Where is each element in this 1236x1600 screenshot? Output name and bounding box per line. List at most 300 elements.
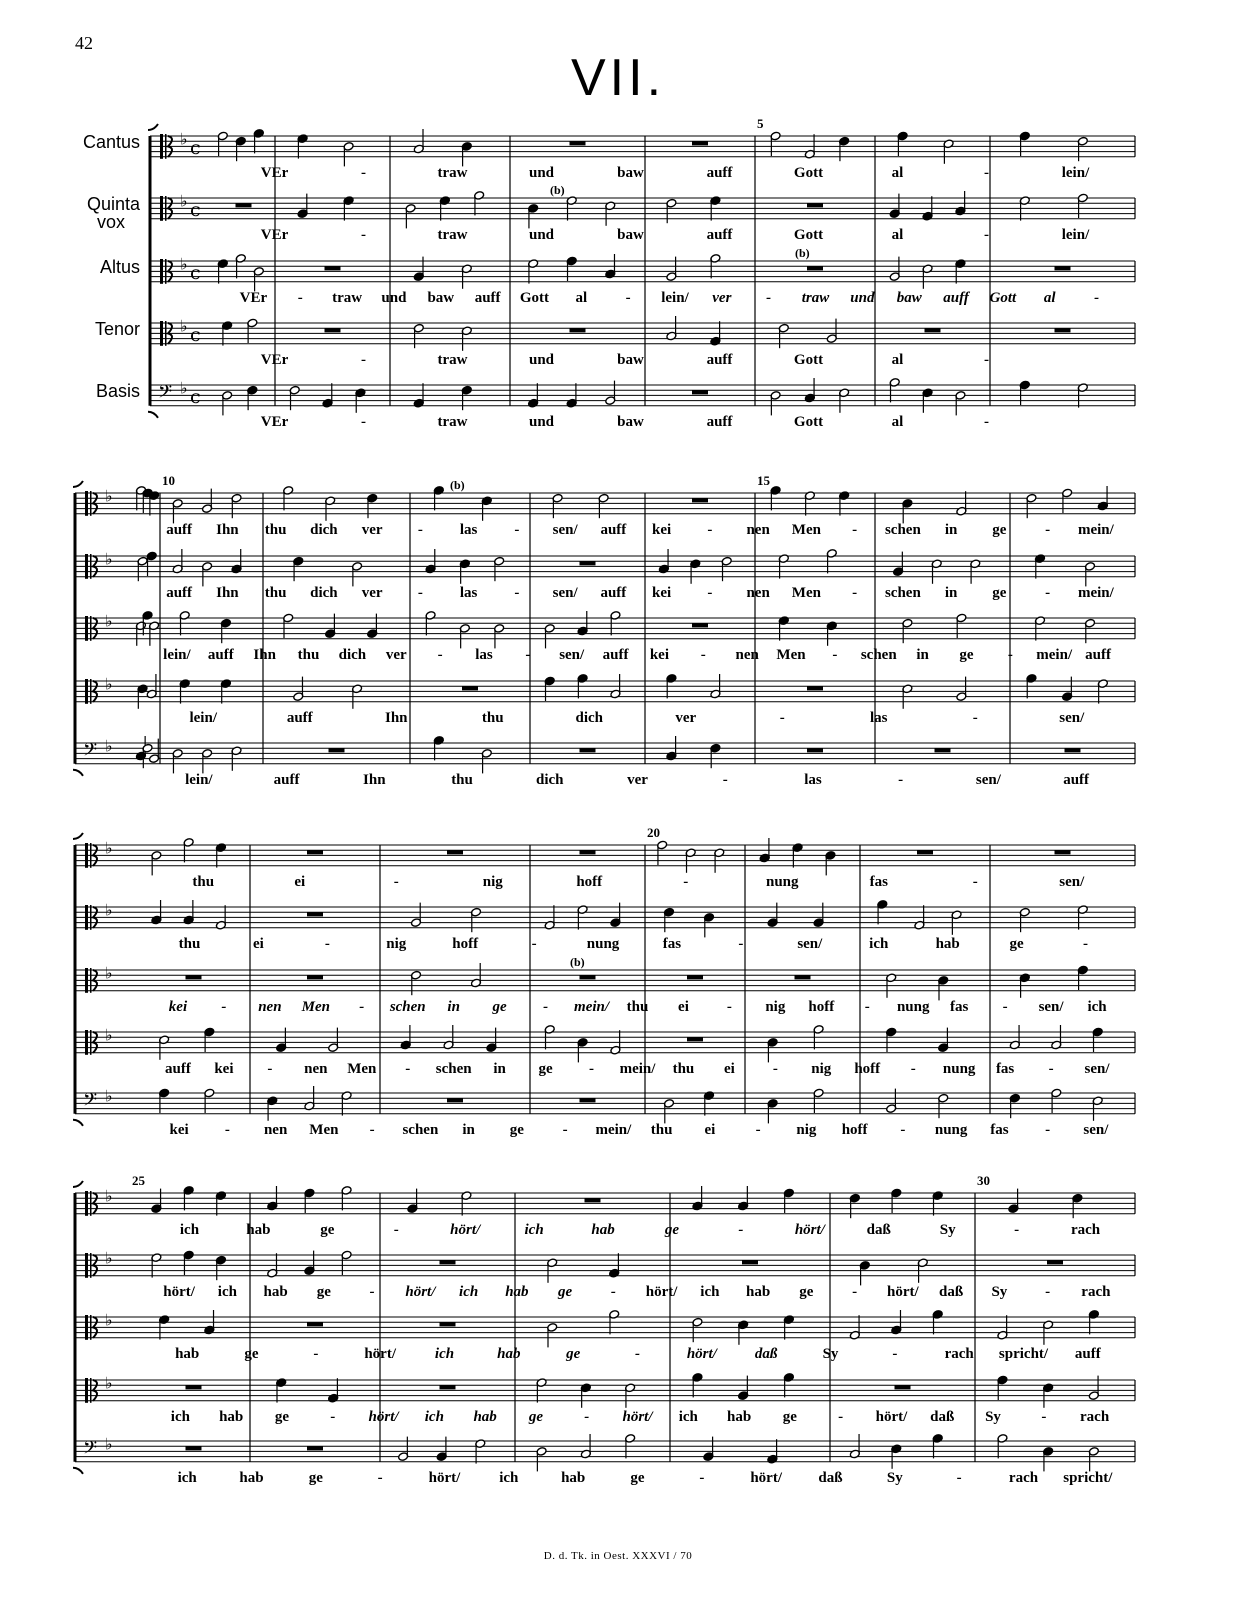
lyric-syllable: ge xyxy=(244,1345,259,1362)
lyric-syllable: - xyxy=(1002,998,1008,1015)
lyric-syllable: ei xyxy=(678,998,689,1015)
c-clef-icon xyxy=(85,1030,88,1055)
page-number: 42 xyxy=(75,33,93,53)
time-signature-c: c xyxy=(190,323,201,346)
lyric-syllable: Men xyxy=(791,584,821,601)
lyric-syllable: thu xyxy=(178,935,201,952)
lyric-syllable: Men xyxy=(301,998,331,1015)
lyrics-voice-1 xyxy=(192,874,1085,890)
lyric-syllable: Ihn xyxy=(216,584,239,601)
lyric-syllable: schen xyxy=(884,584,921,601)
flat-icon: ♭ xyxy=(105,1310,113,1330)
lyric-syllable: auff xyxy=(943,289,969,306)
lyric-syllable: baw xyxy=(617,226,644,243)
lyric-syllable: - xyxy=(984,413,989,430)
lyric-syllable: mein/ xyxy=(619,1060,656,1077)
lyric-syllable: schen xyxy=(402,1121,439,1138)
lyric-syllable: - xyxy=(610,1283,616,1300)
staff-3 xyxy=(150,254,1135,283)
lyric-syllable: hört/ xyxy=(450,1221,481,1238)
bracket-top xyxy=(148,124,158,130)
lyrics-voice-2 xyxy=(261,227,1090,243)
notes-voice-2 xyxy=(137,549,1095,587)
lyric-syllable: ge xyxy=(959,646,974,663)
lyric-syllable: auff xyxy=(1063,771,1090,788)
lyric-syllable: ich xyxy=(424,1408,444,1425)
c-clef-icon xyxy=(160,321,163,346)
rest xyxy=(580,748,596,752)
notes-voice-3 xyxy=(159,1310,1100,1348)
lyric-syllable: - xyxy=(700,646,706,663)
staff-5 xyxy=(75,1086,1135,1115)
c-clef-bar xyxy=(165,321,167,346)
lyric-syllable: hört/ xyxy=(163,1283,195,1300)
lyric-syllable: thu xyxy=(192,873,215,890)
lyric-syllable: VEr xyxy=(239,289,268,306)
lyric-syllable: auff xyxy=(706,226,733,243)
lyric-syllable: Ihn xyxy=(384,709,408,726)
lyric-syllable: sen/ xyxy=(1038,998,1064,1015)
lyric-syllable: auff xyxy=(706,351,733,368)
rest xyxy=(462,686,478,690)
rest xyxy=(186,1385,202,1389)
lyric-syllable: auff xyxy=(286,709,313,726)
lyric-syllable: thu xyxy=(672,1060,695,1077)
editorial-accidental: (b) xyxy=(450,478,465,492)
lyric-syllable: - xyxy=(852,521,858,538)
lyric-syllable: - xyxy=(437,646,443,663)
lyric-syllable: fas xyxy=(662,935,682,952)
lyric-syllable: sen/ xyxy=(797,935,823,952)
lyric-syllable: ei xyxy=(723,1060,735,1077)
lyric-syllable: Men xyxy=(791,521,821,538)
lyrics-voice-4 xyxy=(165,1061,1110,1077)
lyric-syllable: baw xyxy=(617,413,644,430)
rest xyxy=(307,912,323,916)
rest xyxy=(807,748,823,752)
staff-3 xyxy=(75,611,1135,640)
rest xyxy=(570,141,586,145)
rest xyxy=(807,203,823,207)
lyric-syllable: Gott xyxy=(989,289,1017,306)
lyrics-voice-3 xyxy=(240,290,1099,306)
lyric-syllable: thu xyxy=(264,584,287,601)
lyric-syllable: traw xyxy=(437,413,468,430)
lyric-syllable: auff xyxy=(165,1060,191,1077)
lyric-syllable: spricht/ xyxy=(1063,1469,1113,1486)
staff-1 xyxy=(75,838,1135,867)
lyric-syllable: - xyxy=(361,413,366,430)
lyric-syllable: baw xyxy=(427,289,455,306)
lyric-syllable: kei xyxy=(169,1121,189,1138)
lyric-syllable: nung xyxy=(586,935,620,952)
flat-icon: ♭ xyxy=(105,1248,113,1268)
bass-clef-icon: 𝄢 xyxy=(158,382,173,407)
lyric-syllable: - xyxy=(221,998,227,1015)
measure-number: 20 xyxy=(647,825,660,840)
staff-1 xyxy=(75,1186,1135,1215)
lyric-syllable: thu xyxy=(650,1121,673,1138)
lyric-syllable: auff xyxy=(602,646,629,663)
rest xyxy=(440,1260,456,1264)
c-clef-bar xyxy=(90,616,92,641)
lyric-syllable: lein/ xyxy=(1061,226,1090,243)
lyric-syllable: ich xyxy=(700,1283,720,1300)
lyric-syllable: Gott xyxy=(793,351,824,368)
lyric-syllable: hört/ xyxy=(364,1345,397,1362)
lyric-syllable: Gott xyxy=(519,289,550,306)
rest xyxy=(325,266,341,270)
staff-4 xyxy=(150,316,1135,345)
lyric-syllable: - xyxy=(514,521,520,538)
c-clef-icon xyxy=(160,134,163,159)
lyric-syllable: lein/ xyxy=(661,289,689,306)
time-signature-c: c xyxy=(190,261,201,284)
rest xyxy=(1055,266,1071,270)
voice-name: Basis xyxy=(95,381,140,401)
rest xyxy=(807,266,823,270)
lyric-syllable: ich xyxy=(179,1221,200,1238)
lyric-syllable: in xyxy=(447,998,460,1015)
c-clef-bar xyxy=(90,1030,92,1055)
bracket-bottom xyxy=(148,412,158,418)
lyric-syllable: auff xyxy=(474,289,501,306)
lyric-syllable: - xyxy=(1041,1408,1047,1425)
measure-number: 5 xyxy=(757,116,764,131)
lyric-syllable: sen/ xyxy=(1059,873,1085,890)
lyric-syllable: - xyxy=(359,998,365,1015)
lyric-syllable: Sy xyxy=(985,1408,1001,1425)
lyric-syllable: - xyxy=(393,1221,399,1238)
lyric-syllable: traw xyxy=(437,164,468,181)
c-clef-icon xyxy=(85,1191,88,1216)
lyric-syllable: ge xyxy=(509,1121,524,1138)
bass-clef-icon: 𝄢 xyxy=(83,1438,98,1463)
lyric-syllable: sen/ xyxy=(1084,1060,1110,1077)
c-clef-icon xyxy=(85,491,88,516)
lyric-syllable: ich xyxy=(459,1283,479,1300)
lyric-syllable: auff xyxy=(273,771,300,788)
notes-voice-5 xyxy=(159,1086,1104,1123)
lyric-syllable: und xyxy=(381,289,407,306)
staff-3 xyxy=(75,1310,1135,1339)
lyric-syllable: in xyxy=(944,584,958,601)
bracket-top xyxy=(73,833,83,839)
c-clef-bar xyxy=(90,554,92,579)
lyric-syllable: und xyxy=(850,289,875,306)
rest xyxy=(440,1322,456,1326)
rest xyxy=(570,328,586,332)
rest xyxy=(236,203,252,207)
lyric-syllable: auff xyxy=(1085,646,1111,663)
lyric-syllable: - xyxy=(738,1221,744,1238)
lyric-syllable: - xyxy=(1014,1221,1020,1238)
rest xyxy=(692,498,708,502)
lyric-syllable: Sy xyxy=(939,1221,956,1238)
lyric-syllable: - xyxy=(892,1345,898,1362)
lyric-syllable: ge xyxy=(566,1345,581,1362)
bracket-bottom xyxy=(73,770,83,776)
lyric-syllable: las xyxy=(459,521,478,538)
lyric-syllable: traw xyxy=(801,289,830,306)
lyric-syllable: ich xyxy=(177,1469,197,1486)
voice-name: Cantus xyxy=(82,132,140,152)
lyric-syllable: kei xyxy=(652,521,672,538)
notes-voice-2 xyxy=(151,900,1088,938)
staff-4 xyxy=(75,1373,1135,1402)
lyric-syllable: nig xyxy=(386,935,407,952)
lyric-syllable: - xyxy=(707,584,713,601)
lyric-syllable: las xyxy=(459,584,478,601)
lyric-syllable: ge xyxy=(320,1221,335,1238)
flat-icon: ♭ xyxy=(105,736,113,756)
lyric-syllable: auff xyxy=(706,413,733,430)
lyric-syllable: kei xyxy=(652,584,672,601)
lyric-syllable: - xyxy=(297,289,303,306)
rest xyxy=(687,1037,703,1041)
lyric-syllable: nen xyxy=(258,998,282,1015)
notes-voice-3 xyxy=(217,254,1070,292)
lyric-syllable: ge xyxy=(538,1060,553,1077)
lyric-syllable: Sy xyxy=(886,1469,903,1486)
time-signature-c: c xyxy=(190,198,201,221)
staff-4 xyxy=(75,1025,1135,1054)
rest xyxy=(585,1198,601,1202)
rest xyxy=(307,1446,323,1450)
c-clef-icon xyxy=(85,616,88,641)
bracket-top xyxy=(73,481,83,487)
rest xyxy=(440,1385,456,1389)
flat-icon: ♭ xyxy=(180,378,188,398)
lyric-syllable: - xyxy=(543,998,549,1015)
lyric-syllable: lein/ xyxy=(189,709,218,726)
lyric-syllable: - xyxy=(417,521,423,538)
c-clef-bar xyxy=(90,1315,92,1340)
lyric-syllable: - xyxy=(330,1408,336,1425)
lyric-syllable: - xyxy=(313,1345,319,1362)
lyric-syllable: hab xyxy=(246,1221,271,1238)
lyric-syllable: ge xyxy=(1009,935,1024,952)
lyric-syllable: - xyxy=(683,873,689,890)
c-clef-icon xyxy=(85,905,88,930)
lyric-syllable: dich xyxy=(310,584,338,601)
lyric-syllable: VEr xyxy=(260,226,289,243)
rest xyxy=(325,328,341,332)
rest xyxy=(917,850,933,854)
c-clef-icon xyxy=(85,843,88,868)
lyric-syllable: schen xyxy=(860,646,897,663)
flat-icon: ♭ xyxy=(105,611,113,631)
c-clef-bar xyxy=(90,968,92,993)
lyric-syllable: - xyxy=(1048,1060,1054,1077)
lyric-syllable: traw xyxy=(437,226,468,243)
lyric-syllable: schen xyxy=(389,998,426,1015)
lyric-syllable: - xyxy=(722,771,728,788)
lyric-syllable: ver xyxy=(361,521,383,538)
lyric-syllable: hört/ xyxy=(368,1408,399,1425)
lyric-syllable: hört/ xyxy=(622,1408,653,1425)
lyric-syllable: nen xyxy=(746,584,770,601)
system-1 xyxy=(83,116,1135,430)
lyric-syllable: ge xyxy=(782,1408,797,1425)
system-3 xyxy=(73,825,1135,1138)
notes-voice-3 xyxy=(135,611,1095,649)
measure-number: 25 xyxy=(132,1173,145,1188)
rest xyxy=(687,975,703,979)
lyric-syllable: al xyxy=(891,226,904,243)
flat-icon: ♭ xyxy=(105,963,113,983)
flat-icon: ♭ xyxy=(105,838,113,858)
lyric-syllable: Men xyxy=(776,646,806,663)
time-signature-c: c xyxy=(190,136,201,159)
c-clef-icon xyxy=(85,679,88,704)
lyric-syllable: ge xyxy=(992,584,1007,601)
lyric-syllable: - xyxy=(369,1121,375,1138)
c-clef-icon xyxy=(160,259,163,284)
lyric-syllable: ich xyxy=(678,1408,698,1425)
rest xyxy=(895,1385,911,1389)
bass-clef-icon: 𝄢 xyxy=(83,1090,98,1115)
lyric-syllable: ge xyxy=(664,1221,680,1238)
notes-voice-1 xyxy=(217,129,1088,167)
lyric-syllable: - xyxy=(1045,584,1051,601)
voice-name: Altus xyxy=(99,257,140,277)
lyric-syllable: - xyxy=(838,1408,844,1425)
lyrics-voice-3 xyxy=(175,1346,1102,1362)
lyric-syllable: und xyxy=(528,164,555,181)
lyrics-voice-1 xyxy=(166,522,1114,538)
lyric-syllable: ge xyxy=(799,1283,814,1300)
lyric-syllable: auff xyxy=(600,584,627,601)
lyric-syllable: las xyxy=(869,709,888,726)
lyric-syllable: ich xyxy=(499,1469,519,1486)
rest xyxy=(807,686,823,690)
lyric-syllable: fas xyxy=(949,998,969,1015)
lyric-syllable: - xyxy=(852,584,858,601)
flat-icon: ♭ xyxy=(105,1434,113,1454)
bass-clef-icon: 𝄢 xyxy=(83,740,98,765)
lyric-syllable: ge xyxy=(630,1469,645,1486)
c-clef-icon xyxy=(160,196,163,221)
lyrics-voice-3 xyxy=(163,647,1112,663)
lyric-syllable: - xyxy=(377,1469,383,1486)
lyric-syllable: - xyxy=(972,709,978,726)
lyric-syllable: al xyxy=(575,289,588,306)
flat-icon: ♭ xyxy=(105,900,113,920)
lyric-syllable: ich xyxy=(434,1345,455,1362)
rest xyxy=(447,850,463,854)
lyric-syllable: VEr xyxy=(260,413,289,430)
lyric-syllable: sen/ xyxy=(975,771,1001,788)
lyric-syllable: kei xyxy=(168,998,188,1015)
lyric-syllable: hab xyxy=(726,1408,752,1425)
lyrics-voice-5 xyxy=(170,1122,1110,1138)
lyric-syllable: ich xyxy=(1087,998,1107,1015)
lyric-syllable: - xyxy=(772,1060,778,1077)
lyric-syllable: nen xyxy=(746,521,770,538)
c-clef-bar xyxy=(90,491,92,516)
lyric-syllable: - xyxy=(755,1121,761,1138)
rest xyxy=(580,1098,596,1102)
lyric-syllable: - xyxy=(525,646,531,663)
rest xyxy=(692,141,708,145)
lyric-syllable: - xyxy=(224,1121,230,1138)
lyric-syllable: - xyxy=(1007,646,1013,663)
lyric-syllable: - xyxy=(361,164,366,181)
c-clef-bar xyxy=(165,134,167,159)
notes-voice-5 xyxy=(186,1434,1100,1472)
lyric-syllable: ich xyxy=(524,1221,544,1238)
lyric-syllable: mein/ xyxy=(595,1121,632,1138)
notes-voice-5 xyxy=(135,736,1080,774)
lyric-syllable: - xyxy=(726,998,732,1015)
lyrics-voice-4 xyxy=(261,352,989,368)
lyric-syllable: - xyxy=(1094,289,1100,306)
lyric-syllable: hört/ xyxy=(875,1408,908,1425)
lyric-syllable: ver xyxy=(675,709,697,726)
rest xyxy=(795,975,811,979)
c-clef-icon xyxy=(85,1253,88,1278)
lyric-syllable: ver xyxy=(385,646,407,663)
time-signature-c: c xyxy=(190,385,201,408)
lyric-syllable: nig xyxy=(811,1060,832,1077)
flat-icon: ♭ xyxy=(180,316,188,336)
lyrics-voice-4 xyxy=(171,1409,1110,1425)
measure-number: 30 xyxy=(977,1173,990,1188)
lyric-syllable: baw xyxy=(617,351,644,368)
measure-number: 15 xyxy=(757,473,770,488)
lyric-syllable: Gott xyxy=(793,413,824,430)
lyric-syllable: - xyxy=(589,1060,595,1077)
lyric-syllable: thu xyxy=(297,646,320,663)
rest xyxy=(307,1322,323,1326)
lyric-syllable: VEr xyxy=(260,164,289,181)
bracket-bottom xyxy=(73,1120,83,1126)
lyric-syllable: - xyxy=(417,584,423,601)
lyric-syllable: - xyxy=(900,1121,906,1138)
lyric-syllable: daß xyxy=(939,1283,964,1300)
lyric-syllable: - xyxy=(864,998,870,1015)
staff-2 xyxy=(75,1248,1135,1277)
lyric-syllable: spricht/ xyxy=(998,1345,1049,1362)
c-clef-bar xyxy=(165,196,167,221)
lyric-syllable: rach xyxy=(1008,1469,1039,1486)
lyric-syllable: nen xyxy=(263,1121,288,1138)
lyric-syllable: Sy xyxy=(991,1283,1008,1300)
lyrics-voice-5 xyxy=(178,1470,1114,1486)
lyric-syllable: hoff xyxy=(808,998,835,1015)
notes-voice-2 xyxy=(236,191,1089,229)
lyric-syllable: hört/ xyxy=(645,1283,678,1300)
lyric-syllable: - xyxy=(852,1283,858,1300)
lyric-syllable: - xyxy=(369,1283,375,1300)
lyric-syllable: baw xyxy=(896,289,922,306)
editorial-accidental: (b) xyxy=(550,183,565,197)
c-clef-bar xyxy=(90,1191,92,1216)
lyric-syllable: - xyxy=(972,873,978,890)
lyric-syllable: dich xyxy=(575,709,604,726)
lyric-syllable: VEr xyxy=(260,351,289,368)
staff-2 xyxy=(150,191,1135,220)
lyric-syllable: rach xyxy=(1080,1408,1110,1425)
lyric-syllable: hört/ xyxy=(750,1469,783,1486)
lyric-syllable: thu xyxy=(626,998,649,1015)
lyric-syllable: hoff xyxy=(452,935,479,952)
lyric-syllable: kei xyxy=(649,646,670,663)
editorial-accidental: (b) xyxy=(795,246,810,260)
lyric-syllable: nung xyxy=(765,873,799,890)
lyric-syllable: - xyxy=(405,1060,411,1077)
